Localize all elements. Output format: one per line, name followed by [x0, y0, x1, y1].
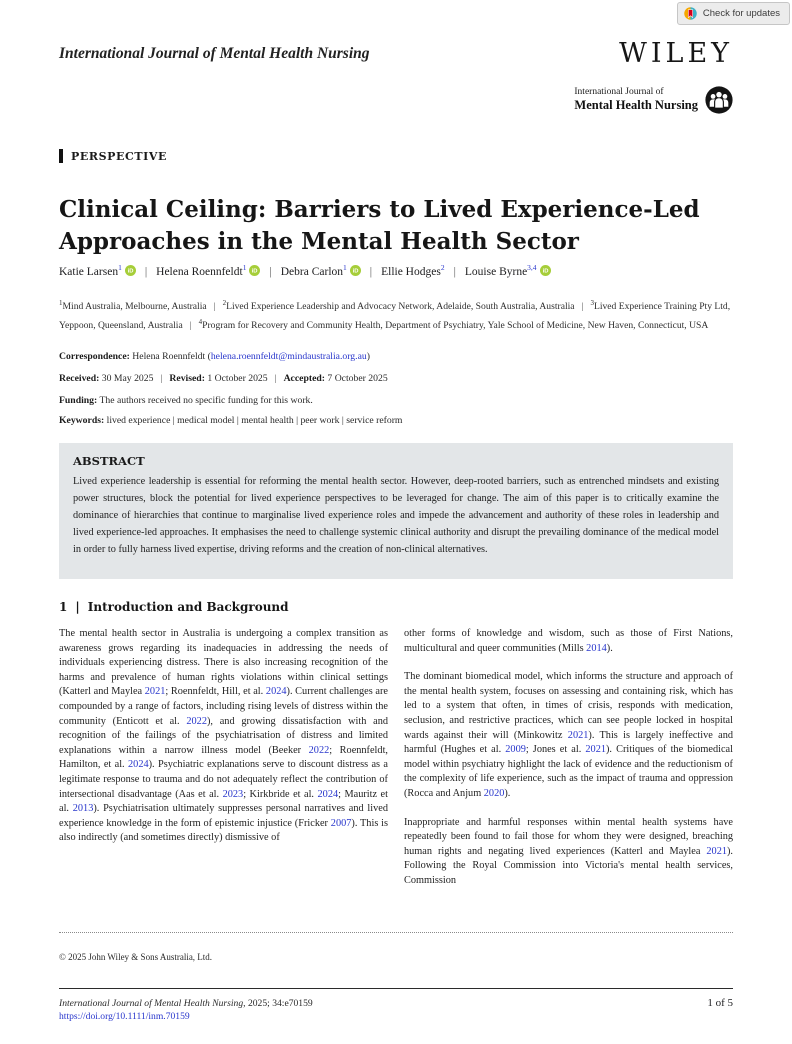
svg-text:iD: iD: [352, 268, 359, 275]
affiliation-superscript: 2: [440, 263, 445, 272]
link[interactable]: 2021: [706, 845, 727, 857]
author: [59, 263, 136, 278]
link[interactable]: 2021: [567, 729, 589, 741]
journal-logo-line2: Mental Health Nursing: [574, 98, 698, 113]
text: ).: [606, 642, 613, 654]
doi-link[interactable]: https://doi.org/10.1111/inm.70159: [59, 1011, 190, 1022]
footer-rule: [59, 988, 733, 989]
svg-text:iD: iD: [127, 268, 134, 275]
right-column-text: [404, 627, 733, 889]
text: Mind Australia, Melbourne, Australia: [62, 301, 207, 313]
text: ; Roennfeldt, Hill, et al.: [165, 686, 266, 698]
separator: |: [581, 301, 584, 313]
category-label: PERSPECTIVE: [71, 149, 168, 163]
footer-journal-line: [59, 997, 313, 1010]
people-circle-icon: [705, 86, 733, 114]
author: [156, 263, 260, 278]
abstract-box: [59, 443, 733, 579]
author-name: Katie Larsen: [59, 265, 119, 278]
article-title: [59, 194, 733, 257]
link[interactable]: 2013: [72, 803, 94, 815]
author-name: Ellie Hodges: [381, 265, 441, 278]
affiliation-superscript: 3,4: [527, 263, 537, 272]
title-line2: Approaches in the Mental Health Sector: [59, 227, 579, 255]
affiliation-superscript: 1: [242, 263, 247, 272]
link[interactable]: 2024: [128, 759, 149, 771]
link[interactable]: 2022: [186, 715, 207, 727]
dotted-divider: [59, 932, 733, 933]
copyright-line: © 2025 John Wiley & Sons Australia, Ltd.: [59, 952, 213, 962]
link[interactable]: helena.roennfeldt@mindaustralia.org.au: [210, 351, 367, 362]
link[interactable]: 2023: [222, 788, 244, 800]
paragraph: [404, 816, 733, 889]
text: ). Critiques of the biomedical model within psychiatry highlight the lack of evidence and the reductionism of the complexity of life experience, such as the impact of trauma and oppression (Rocca and Anjum: [404, 744, 733, 799]
author-name: Debra Carlon: [280, 265, 344, 278]
text: ). Psychiatric explanations serve to discount distress as a legitimate response to trauma and do not adequately reflect the contribution of intersectional disadvantage (Aas et al.: [59, 759, 388, 800]
paragraph: [404, 670, 733, 801]
svg-text:iD: iD: [252, 268, 258, 275]
left-column-text: [59, 627, 388, 846]
text: ). Psychiatrisation ultimately suppresses personal narratives and lived experience knowledge in the form of epistemic injustice (Fricker: [59, 803, 388, 829]
link[interactable]: 2022: [308, 744, 330, 756]
text: The authors received no specific funding for this work.: [97, 395, 313, 406]
link[interactable]: 2024: [317, 788, 339, 800]
separator: |: [453, 265, 456, 278]
text: 1 October 2025: [204, 373, 268, 384]
correspondence-line: [59, 351, 733, 362]
journal-logo-text: [574, 87, 698, 112]
text: lived experience | medical model | mental health | peer work | service reform: [104, 415, 403, 426]
column-left: [59, 600, 388, 903]
journal-logo: [574, 86, 733, 114]
author: [464, 263, 551, 278]
text: ), and growing dissatisfaction with and recognition of the failings of the psychiatrisation of distress and limited explanations within a narrow illness model (Beeker: [59, 715, 388, 756]
paragraph: [59, 627, 388, 846]
text: Program for Recovery and Community Health, Department of Psychiatry, Yale School of Medicine, New Haven, Connecticut, USA: [202, 319, 709, 331]
author: [381, 263, 445, 278]
text: Lived Experience Training Pty Ltd, Yeppoon, Queensland, Australia: [59, 301, 731, 331]
text: ; Roennfeldt, Hamilton, et al.: [59, 744, 388, 771]
text: ; Kirkbride et al.: [243, 788, 318, 800]
check-for-updates-button[interactable]: [677, 2, 790, 25]
article-category: [59, 149, 167, 163]
label: Accepted:: [283, 373, 325, 384]
orcid-icon[interactable]: [540, 265, 551, 276]
separator: |: [144, 265, 148, 278]
title-line1: Clinical Ceiling: Barriers to Lived Experience-Led: [59, 196, 700, 223]
orcid-icon[interactable]: [350, 265, 361, 276]
keywords-line: [59, 415, 733, 426]
separator: |: [160, 373, 163, 384]
journal-logo-line1: International Journal of: [574, 87, 664, 98]
text: ). This is also indirectly (and sometimes directly) dismissive of: [59, 817, 389, 844]
text: ).: [504, 787, 511, 799]
separator: |: [269, 265, 272, 278]
text: ). Current challenges are compounded by a range of factors, including rising levels of distress within the community (Enticott et al.: [59, 686, 388, 727]
link[interactable]: 2020: [483, 787, 505, 799]
affiliations: [59, 296, 733, 334]
category-bar: [59, 149, 63, 163]
superscript: 2: [222, 299, 227, 307]
column-right: [404, 600, 733, 903]
footer-citation: [59, 997, 313, 1023]
text: other forms of knowledge and wisdom, such as those of First Nations, multicultural and queer communities (Mills: [404, 628, 733, 654]
section-title: Introduction and Background: [87, 600, 289, 614]
text: The mental health sector in Australia is undergoing a complex transition as awareness grows regarding its inadequacies in addressing the needs of individuals experiencing distress. There is also increasing recognition of the harms and prevalence of human rights violations within clinical settings (Katterl and Maylea: [59, 628, 388, 698]
affiliation-superscript: 1: [343, 263, 347, 272]
section-separator: |: [75, 600, 80, 614]
wiley-logo: WILEY: [619, 38, 733, 69]
link[interactable]: 2014: [586, 642, 607, 654]
author-name: Louise Byrne: [464, 265, 528, 278]
abstract-text: Lived experience leadership is essential for reforming the mental health sector. However, deep-rooted barriers, such as entrenched mindsets and existing power structures, block the potential for lived experience perspectives to be leveraged for change. The aim of this paper is to critically examine the dominance of hierarchies that continue to marginalise lived experience roles and impede the advancement and authority of these roles in leadership and lived experience-led approaches. It emphasises the need to challenge systemic clinical authority and disrupt the prevailing dominance of the medical model in order to fully harness lived expertise, driving reforms and the creation of non-clinical alternatives.: [73, 476, 719, 555]
separator: |: [274, 373, 277, 384]
superscript: 3: [590, 299, 594, 307]
body-columns: [59, 600, 733, 903]
separator: |: [189, 319, 192, 331]
author-name: Helena Roennfeldt: [156, 265, 243, 278]
section-heading: [59, 600, 388, 614]
label: Keywords:: [59, 415, 105, 426]
orcid-icon[interactable]: [249, 265, 260, 276]
orcid-icon[interactable]: [125, 265, 136, 276]
affiliation-superscript: 1: [118, 263, 122, 272]
link[interactable]: 2024: [265, 686, 287, 698]
check-for-updates-label: Check for updates: [702, 8, 780, 19]
text: ). This is largely ineffective and harmful (Hughes et al.: [404, 729, 734, 756]
separator: |: [369, 265, 373, 278]
text: Lived Experience Leadership and Advocacy Network, Adelaide, South Australia, Australia: [226, 301, 575, 313]
text: 2025; 34:e70159: [245, 998, 313, 1009]
text: ; Mauritz et al.: [59, 788, 388, 815]
label: Correspondence:: [59, 351, 130, 362]
crossmark-icon: [683, 6, 698, 21]
label: Revised:: [169, 373, 205, 384]
section-number: 1: [59, 600, 68, 614]
journal-name-header: International Journal of Mental Health Nursing: [59, 45, 370, 62]
dates-line: [59, 373, 733, 384]
author: [280, 263, 361, 278]
author-list: [59, 263, 733, 278]
text: Helena Roennfeldt (: [129, 351, 211, 362]
link[interactable]: 2009: [505, 744, 526, 756]
svg-text:iD: iD: [542, 268, 548, 275]
superscript: 1: [59, 299, 63, 307]
text: ). Following the Royal Commission into Victoria's mental health services, Commission: [404, 845, 733, 886]
text: The dominant biomedical model, which informs the structure and approach of the mental health system, focuses on assessing and containing risk, which has led to a system that often, in times of crisis, responds with medication, seclusion, and restrictive practices, which can see people locked in hospital wards against their will (Minkowitz: [404, 671, 733, 741]
label: Funding:: [59, 395, 98, 406]
separator: |: [213, 301, 216, 313]
link[interactable]: 2021: [585, 744, 606, 756]
page-number: 1 of 5: [707, 997, 733, 1009]
link[interactable]: 2007: [330, 817, 352, 829]
label: Received:: [59, 373, 100, 384]
text: 7 October 2025: [325, 373, 388, 384]
text: ; Jones et al.: [525, 744, 586, 756]
text: ): [366, 351, 370, 362]
superscript: 4: [198, 317, 203, 326]
link[interactable]: 2021: [144, 686, 166, 698]
paragraph: [404, 627, 733, 656]
text: Inappropriate and harmful responses within mental health systems have repeatedly been found to fail those for whom they were designed, breaching human rights and negating lived experiences (Katterl and Maylea: [404, 816, 733, 857]
abstract-heading: ABSTRACT: [73, 454, 145, 468]
italic-text: International Journal of Mental Health Nursing,: [59, 998, 246, 1009]
funding-line: [59, 395, 733, 406]
text: 30 May 2025: [99, 373, 154, 384]
